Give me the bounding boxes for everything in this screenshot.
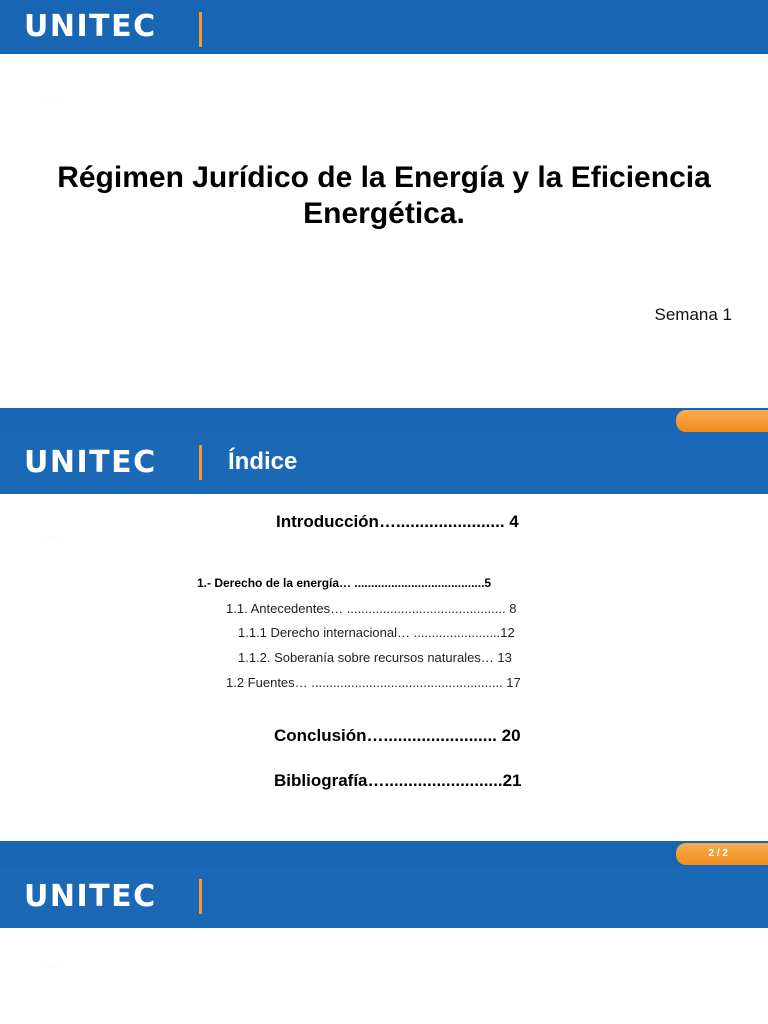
unitec-logo: UNITEC (24, 9, 157, 44)
logo-divider (199, 879, 202, 914)
toc-entry-antecedentes: 1.1. Antecedentes… ............................................ 8 (226, 601, 517, 616)
week-label: Semana 1 (654, 305, 732, 324)
top-band (0, 841, 768, 867)
toc-entry-fuentes: 1.2 Fuentes… ..................................................... 17 (226, 675, 521, 690)
index-title: Índice (228, 448, 298, 475)
third-slide (0, 841, 768, 1024)
toc-entry-conclusion: Conclusión…........................ 20 (274, 726, 521, 745)
toc-entry-soberania: 1.1.2. Soberanía sobre recursos naturales… 13 (238, 650, 512, 665)
toc-entry-derecho-internacional: 1.1.1 Derecho internacional… ........................12 (238, 625, 515, 640)
unitec-logo: UNITEC (24, 445, 157, 480)
document-title (0, 160, 768, 232)
page-indicator: 2 / 2 (708, 848, 728, 859)
watermark-mark: ······· (42, 96, 61, 105)
watermark-mark: ······· (42, 532, 61, 541)
watermark-mark: ······· (42, 963, 61, 972)
page-tab (676, 410, 768, 432)
top-band (0, 408, 768, 433)
toc-entry-derecho-energia: 1.- Derecho de la energía… .......................................5 (197, 576, 492, 590)
title-slide (0, 0, 768, 408)
toc-entry-introduccion: Introducción…....................... 4 (276, 512, 519, 531)
unitec-logo: UNITEC (24, 879, 157, 914)
title-line-2: Energética. (303, 197, 465, 230)
toc-entry-bibliografia: Bibliografía….........................21 (274, 771, 522, 790)
index-slide (0, 408, 768, 841)
title-line-1: Régimen Jurídico de la Energía y la Eficiencia (57, 161, 711, 194)
logo-divider (199, 445, 202, 480)
logo-divider (199, 12, 202, 47)
